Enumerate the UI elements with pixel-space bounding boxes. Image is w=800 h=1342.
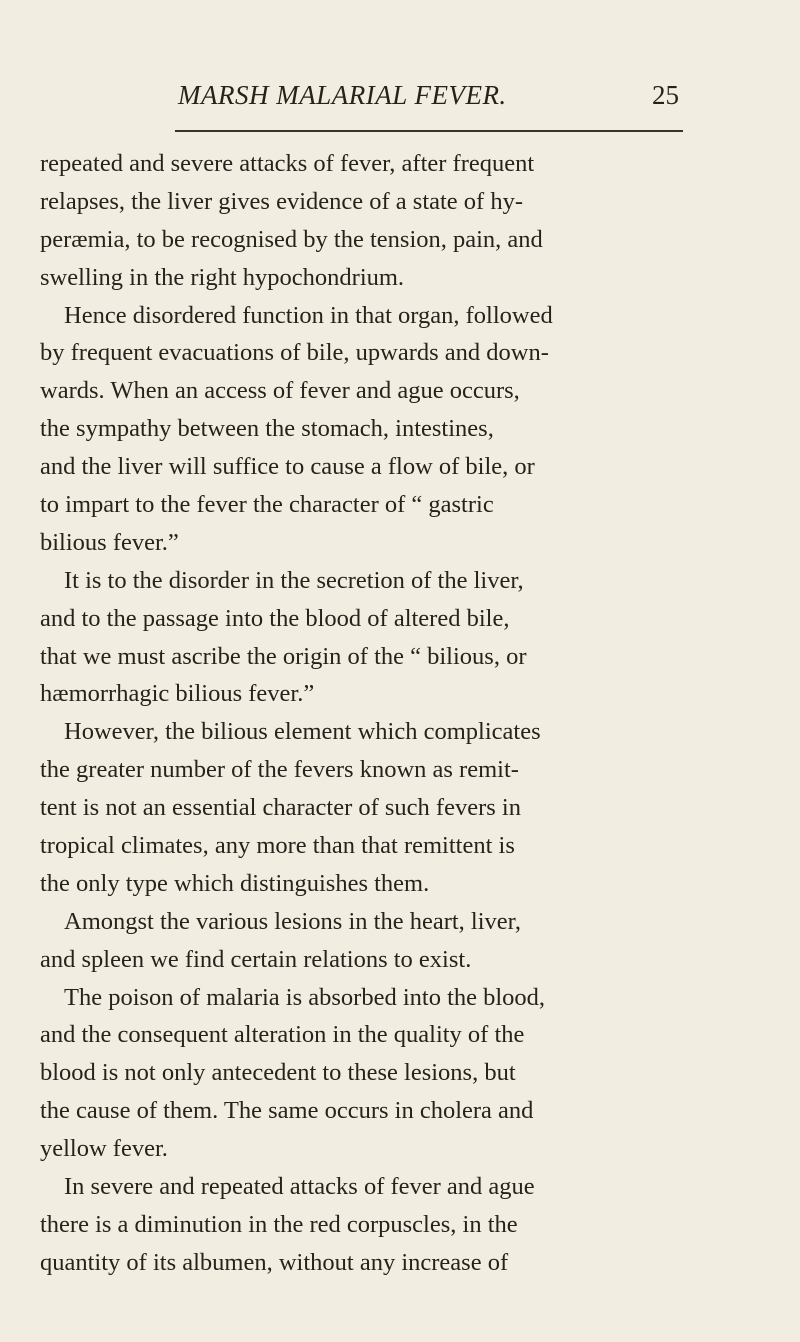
text-line: and spleen we find certain relations to exist. [40,945,472,973]
text-line: and the liver will suffice to cause a flow of bile, or [40,453,535,481]
body-text [40,145,685,1282]
header-rule [175,130,683,132]
text-line: It is to the disorder in the secretion of the liver, [64,566,524,594]
text-line: relapses, the liver gives evidence of a state of hy- [40,187,524,215]
text-line: the cause of them. The same occurs in cholera and [40,1097,534,1125]
text-line: the greater number of the fevers known as remit- [40,756,519,784]
running-head [0,80,800,120]
text-line: by frequent evacuations of bile, upwards and down- [40,339,549,367]
text-line: and to the passage into the blood of altered bile, [40,604,510,632]
text-line: tent is not an essential character of such fevers in [40,794,521,822]
text-line: bilious fever.” [40,528,179,556]
text-line: tropical climates, any more than that remittent is [40,832,515,860]
text-line: The poison of malaria is absorbed into the blood, [64,983,546,1011]
text-line: hæmorrhagic bilious fever.” [40,680,315,708]
running-head-title: MARSH MALARIAL FEVER. [178,80,507,110]
text-line: yellow fever. [40,1135,168,1163]
text-line: blood is not only antecedent to these lesions, but [40,1059,516,1087]
text-line: quantity of its albumen, without any increase of [40,1248,509,1276]
text-line: the only type which distinguishes them. [40,869,430,897]
text-line: Amongst the various lesions in the heart, liver, [64,907,521,935]
text-line: wards. When an access of fever and ague occurs, [40,377,520,405]
text-line: Hence disordered function in that organ, followed [64,301,553,329]
text-line: and the consequent alteration in the quality of the [40,1021,525,1049]
text-line: peræmia, to be recognised by the tension, pain, and [40,225,543,253]
text-line: swelling in the right hypochondrium. [40,263,405,291]
text-line: However, the bilious element which complicates [64,718,541,746]
text-line: to impart to the fever the character of “ gastric [40,491,494,519]
text-line: repeated and severe attacks of fever, after frequent [40,150,535,177]
text-line: In severe and repeated attacks of fever and ague [64,1173,535,1201]
page-number: 25 [652,80,679,110]
text-line: there is a diminution in the red corpuscles, in the [40,1210,518,1238]
text-line: that we must ascribe the origin of the “ bilious, or [40,642,527,670]
text-line: the sympathy between the stomach, intestines, [40,415,494,443]
